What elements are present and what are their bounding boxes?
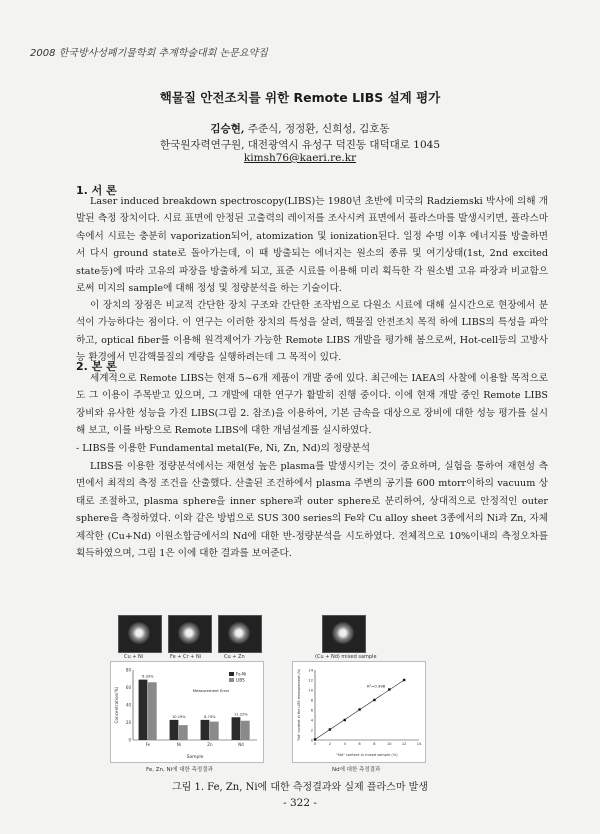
y-axis-label: Concentration(%) bbox=[114, 686, 119, 724]
y-tick-label: 8 bbox=[310, 698, 313, 703]
section-heading-body: 2. 본 론 bbox=[76, 360, 117, 373]
r-squared-label: R²=0.998 bbox=[367, 683, 386, 689]
legend-label-LIBS: LIBS bbox=[236, 677, 245, 683]
bar-Fe-Ni-Zn bbox=[201, 720, 210, 740]
intro-paragraph-1: Laser induced breakdown spectroscopy(LIBS)는 1980년 초반에 미국의 Radziemski 박사에 의해 개발된 측정 장치이다. 시료 표면에 안정된 고출력의 레이저를 조사시켜 표면에서 플라스마를 발생시키면, 플라스마 속에서 시료는 충분히 vaporization되어, atomization 및 ionization된다. 일정 수명 이후 에너지를 방출하면서 다시 ground state로 돌아가는데, 이 때 방출되는 에너지는 원소의 종류 및 여기상태(1st, 2nd excited state등)에 따라 고유의 파장을 방출하게 되고, 표준 시료를 이용해 미리 획득한 각 원소별 고유 파장과 비교함으로써 미지의 sample에 대해 정성 및 정량분석을 하는 기술이다. bbox=[76, 196, 548, 295]
y-tick-label: 20 bbox=[125, 720, 131, 725]
affiliation: 한국원자력연구원, 대전광역시 유성구 덕진동 대덕대로 1045 bbox=[159, 139, 441, 151]
co-authors: 주준식, 정정환, 신희성, 김호동 bbox=[244, 123, 390, 135]
bar-chart bbox=[111, 662, 263, 762]
bar-Fe-Ni-Nd bbox=[232, 717, 241, 740]
data-point bbox=[314, 738, 316, 740]
y-tick-label: 0 bbox=[128, 737, 131, 743]
y-tick-label: 40 bbox=[125, 702, 131, 708]
x-axis-label: Sample bbox=[186, 755, 204, 760]
data-point bbox=[358, 708, 360, 710]
right-subcaption: Nd에 대한 측정결과 bbox=[332, 767, 381, 773]
error-label: 10.19% bbox=[172, 714, 186, 719]
x-tick-label: Zn bbox=[207, 742, 213, 747]
section-heading-intro: 1. 서 론 bbox=[76, 184, 117, 197]
body-paragraph-1: 세계적으로 Remote LIBS는 현재 5~6개 제품이 개발 중에 있다. 최근에는 IAEA의 사찰에 이용할 목적으로도 그 이용이 주목받고 있으며, 그 개발에 대한 연구가 활발히 진행 중이다. 이에 현재 개발 중인 Remote LIBS 장비와 유사한 성능을 가진 LIBS(그림 2. 참조)을 이용하여, 기본 금속을 대상으로 장비에 대한 성능 평가를 실시해 보고, 이를 바탕으로 Remote LIBS에 대한 개념설계를 실시하였다. bbox=[76, 373, 548, 437]
bar-Fe-Ni-Ni bbox=[170, 720, 179, 740]
error-label: 8.74% bbox=[204, 714, 216, 719]
error-label: 6.33% bbox=[142, 674, 154, 679]
data-point bbox=[373, 699, 375, 701]
y-tick-label: 80 bbox=[125, 667, 131, 673]
y-tick-label: 60 bbox=[125, 685, 131, 690]
plasma-photo-cu-nd bbox=[322, 615, 366, 653]
figure-caption: 그림 1. Fe, Zn, Ni에 대한 측정결과와 실제 플라스마 발생 bbox=[171, 782, 429, 793]
y-tick-label: 6 bbox=[310, 708, 313, 713]
plasma-photo-cu-ni bbox=[118, 615, 162, 653]
left-subcaption: Fe, Zn, Ni에 대한 측정결과 bbox=[146, 767, 213, 773]
x-tick-label: Ni bbox=[176, 742, 181, 747]
bar-chart-panel bbox=[110, 661, 264, 763]
plasma-photo-cu-zn bbox=[218, 615, 262, 653]
x-tick-label: 10 bbox=[386, 742, 392, 746]
data-point bbox=[388, 688, 390, 690]
bar-LIBS-Zn bbox=[210, 722, 219, 740]
author-email[interactable]: kimsh76@kaeri.re.kr bbox=[243, 152, 357, 164]
x-axis-label: "Nd" content in mixed sample (%) bbox=[336, 753, 398, 757]
plasma-photo-fe-cr-ni bbox=[168, 615, 212, 653]
y-axis-label: "Nd" content in the LIBS measurement (%) bbox=[297, 668, 301, 742]
bar-LIBS-Fe bbox=[148, 682, 157, 740]
x-tick-label: 0 bbox=[313, 742, 317, 746]
y-tick-label: 0 bbox=[310, 738, 313, 743]
data-point bbox=[344, 719, 346, 721]
x-tick-label: Fe bbox=[145, 742, 151, 747]
photo-label-cu-ni: Cu + Ni bbox=[124, 654, 144, 660]
scatter-chart bbox=[293, 662, 425, 762]
x-tick-label: 2 bbox=[328, 742, 332, 746]
error-label: 11.22% bbox=[234, 712, 248, 717]
x-tick-label: 4 bbox=[343, 742, 346, 746]
bar-LIBS-Nd bbox=[241, 721, 250, 740]
photo-label-cu-nd: (Cu + Nd) mixed sample bbox=[315, 654, 377, 660]
x-tick-label: 14 bbox=[416, 742, 422, 746]
paper-title: 핵물질 안전조치를 위한 Remote LIBS 설계 평가 bbox=[159, 90, 441, 105]
bar-Fe-Ni-Fe bbox=[139, 680, 148, 740]
photo-label-cu-zn: Cu + Zn bbox=[224, 654, 245, 660]
bar-LIBS-Ni bbox=[179, 725, 188, 740]
first-author: 김승현, bbox=[210, 123, 245, 135]
data-point bbox=[329, 728, 331, 730]
data-point bbox=[403, 679, 405, 681]
annotation-title: Measurement Error bbox=[192, 688, 230, 693]
legend-label-Fe-Ni: Fe-Ni bbox=[236, 671, 247, 677]
running-header: 2008 한국방사성폐기물학회 추계학술대회 논문요약집 bbox=[30, 48, 268, 59]
x-tick-label: 6 bbox=[358, 742, 361, 746]
y-tick-label: 10 bbox=[308, 688, 313, 693]
y-tick-label: 2 bbox=[310, 728, 313, 733]
x-tick-label: 8 bbox=[373, 742, 376, 746]
body-paragraph-2: LIBS를 이용한 정량분석에서는 재현성 높은 plasma를 발생시키는 것이 중요하며, 실험을 통하여 재현성 측면에서 최적의 측정 조건을 산출했다. 산출된 조건하에서 plasma 주변의 공기를 600 mtorr이하의 vacuum 상태로 조절하고, plasma sphere을 inner sphere과 outer sphere로 분리하여, 상대적으로 안정적인 outer sphere을 측정하였다. 이와 같은 방법으로 SUS 300 series의 Fe와 Cu alloy sheet 3종에서의 Ni과 Zn, 자체 제작한 (Cu+Nd) 이원소합금에서의 Nd에 대한 반-정량분석을 시도하였다. 전체적으로 10%이내의 측정오차를 획득하였으며, 그림 1은 이에 대한 결과를 보여준다. bbox=[76, 461, 548, 560]
author-list bbox=[0, 121, 600, 136]
y-tick-label: 12 bbox=[308, 678, 313, 683]
x-tick-label: 12 bbox=[401, 742, 407, 746]
figure-1 bbox=[110, 615, 490, 780]
legend-swatch-Fe-Ni bbox=[229, 672, 234, 676]
scatter-chart-panel bbox=[292, 661, 426, 763]
body-subheading: - LIBS를 이용한 Fundamental metal(Fe, Ni, Zn, Nd)의 정량분석 bbox=[76, 443, 371, 454]
y-tick-label: 4 bbox=[310, 718, 313, 723]
y-tick-label: 14 bbox=[308, 668, 313, 673]
intro-paragraph-2: 이 장치의 장점은 비교적 간단한 장치 구조와 간단한 조작법으로 다원소 시료에 대해 실시간으로 현장에서 분석이 가능하다는 점이다. 이 연구는 이러한 장치의 특성을 살려, 핵물질 안전조치 목적 하에 LIBS의 특성을 파악하고, optical fiber를 이용해 원격제어가 가능한 Remote LIBS 개발을 평가해 봄으로써, Hot-cell등의 고방사능 환경에서 민감핵물질의 계량을 실행하려는데 그 목적이 있다. bbox=[76, 300, 548, 364]
page-number: - 322 - bbox=[283, 797, 317, 809]
photo-label-fe-cr-ni: Fe + Cr + Ni bbox=[170, 654, 202, 660]
legend-swatch-LIBS bbox=[229, 678, 234, 682]
x-tick-label: Nd bbox=[238, 742, 244, 747]
